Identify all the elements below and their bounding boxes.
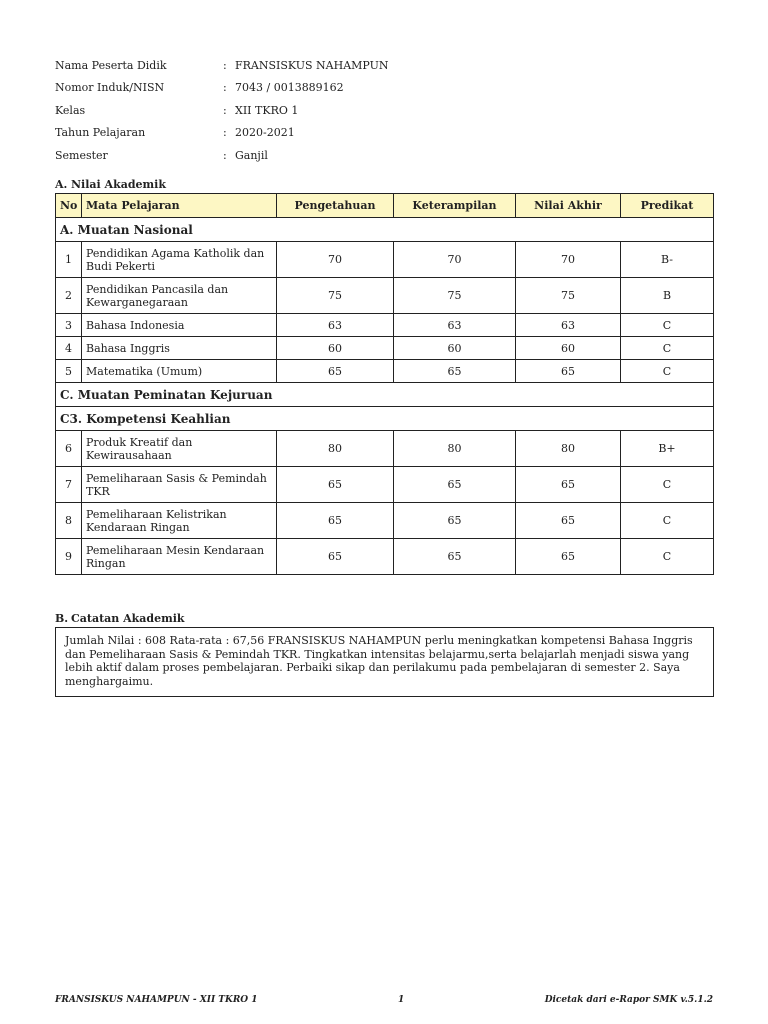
section-b-title — [55, 612, 185, 625]
table-header-row — [56, 194, 714, 218]
info-colon: : — [223, 148, 227, 162]
cell-grade: B- — [621, 242, 714, 278]
table-row — [56, 278, 714, 314]
header-no: No — [56, 194, 82, 218]
section-title-text: Catatan Akademik — [71, 612, 185, 625]
cell-no: 1 — [56, 242, 82, 278]
header-knowledge: Pengetahuan — [277, 194, 394, 218]
page-footer — [55, 995, 713, 1005]
cell-skill: 75 — [394, 278, 516, 314]
info-row-year — [55, 122, 715, 145]
cell-no: 8 — [56, 503, 82, 539]
cell-skill: 65 — [394, 360, 516, 383]
info-label: Tahun Pelajaran — [55, 126, 146, 140]
cell-subject: Pendidikan Agama Katholik dan Budi Pekerti — [82, 242, 277, 278]
cell-final: 63 — [516, 314, 621, 337]
cell-subject: Produk Kreatif dan Kewirausahaan — [82, 431, 277, 467]
header-skill: Keterampilan — [394, 194, 516, 218]
cell-skill: 70 — [394, 242, 516, 278]
cell-final: 65 — [516, 503, 621, 539]
academic-notes: Jumlah Nilai : 608 Rata-rata : 67,56 FRANSISKUS NAHAMPUN perlu meningkatkan kompetensi Bahasa Inggris dan Pemeliharaan Sasis & Pemindah TKR. Tingkatkan intensitas belajarmu,serta belajarlah menjadi siswa yang lebih aktif dalam proses pembelajaran. Perbaiki sikap dan perilakumu pada pembelajaran di semester 2. Saya menghargaimu. — [55, 627, 714, 697]
cell-skill: 65 — [394, 467, 516, 503]
header-grade: Predikat — [621, 194, 714, 218]
cell-final: 65 — [516, 360, 621, 383]
cell-grade: B+ — [621, 431, 714, 467]
cell-skill: 63 — [394, 314, 516, 337]
table-row — [56, 539, 714, 575]
cell-subject: Pemeliharaan Kelistrikan Kendaraan Ringan — [82, 503, 277, 539]
cell-final: 65 — [516, 539, 621, 575]
cell-final: 60 — [516, 337, 621, 360]
group-vocational: C. Muatan Peminatan Kejuruan — [56, 383, 714, 407]
table-row — [56, 360, 714, 383]
cell-no: 9 — [56, 539, 82, 575]
cell-grade: C — [621, 314, 714, 337]
group-row — [56, 218, 714, 242]
info-label: Kelas — [55, 103, 86, 117]
cell-subject: Pendidikan Pancasila dan Kewarganegaraan — [82, 278, 277, 314]
cell-knowledge: 65 — [277, 539, 394, 575]
info-row-semester — [55, 144, 715, 167]
cell-skill: 65 — [394, 503, 516, 539]
info-row-name — [55, 54, 715, 77]
table-row — [56, 467, 714, 503]
table-row — [56, 337, 714, 360]
footer-student: FRANSISKUS NAHAMPUN - XII TKRO 1 — [55, 995, 258, 1005]
cell-knowledge: 70 — [277, 242, 394, 278]
cell-subject: Pemeliharaan Mesin Kendaraan Ringan — [82, 539, 277, 575]
section-title-text: Nilai Akademik — [71, 178, 166, 191]
info-value: 7043 / 0013889162 — [235, 81, 344, 95]
cell-subject: Bahasa Indonesia — [82, 314, 277, 337]
group-row — [56, 383, 714, 407]
info-value: XII TKRO 1 — [235, 103, 299, 117]
section-letter: B. — [55, 612, 69, 625]
cell-no: 5 — [56, 360, 82, 383]
footer-page-number: 1 — [397, 995, 405, 1005]
cell-final: 70 — [516, 242, 621, 278]
cell-knowledge: 65 — [277, 360, 394, 383]
cell-subject: Bahasa Inggris — [82, 337, 277, 360]
cell-grade: B — [621, 278, 714, 314]
group-national: A. Muatan Nasional — [56, 218, 714, 242]
cell-no: 2 — [56, 278, 82, 314]
cell-knowledge: 63 — [277, 314, 394, 337]
cell-knowledge: 75 — [277, 278, 394, 314]
footer-printed-by: Dicetak dari e-Rapor SMK v.5.1.2 — [544, 995, 713, 1005]
group-c3: C3. Kompetensi Keahlian — [56, 407, 714, 431]
cell-knowledge: 65 — [277, 503, 394, 539]
cell-subject: Matematika (Umum) — [82, 360, 277, 383]
group-row — [56, 407, 714, 431]
header-subject: Mata Pelajaran — [82, 194, 277, 218]
cell-knowledge: 80 — [277, 431, 394, 467]
table-row — [56, 242, 714, 278]
info-colon: : — [223, 126, 227, 140]
info-label: Nomor Induk/NISN — [55, 81, 165, 95]
cell-no: 3 — [56, 314, 82, 337]
info-colon: : — [223, 103, 227, 117]
cell-skill: 65 — [394, 539, 516, 575]
cell-grade: C — [621, 337, 714, 360]
cell-knowledge: 65 — [277, 467, 394, 503]
info-colon: : — [223, 81, 227, 95]
cell-no: 4 — [56, 337, 82, 360]
cell-grade: C — [621, 360, 714, 383]
cell-final: 80 — [516, 431, 621, 467]
table-row — [56, 503, 714, 539]
cell-knowledge: 60 — [277, 337, 394, 360]
table-row — [56, 314, 714, 337]
cell-final: 75 — [516, 278, 621, 314]
cell-no: 6 — [56, 431, 82, 467]
cell-subject: Pemeliharaan Sasis & Pemindah TKR — [82, 467, 277, 503]
info-label: Semester — [55, 148, 108, 162]
info-value: Ganjil — [235, 148, 268, 162]
info-label: Nama Peserta Didik — [55, 58, 167, 72]
header-final: Nilai Akhir — [516, 194, 621, 218]
info-value: 2020-2021 — [235, 126, 295, 140]
cell-grade: C — [621, 539, 714, 575]
section-a-title — [55, 178, 166, 191]
info-row-nisn — [55, 77, 715, 100]
info-value: FRANSISKUS NAHAMPUN — [235, 58, 389, 72]
student-info — [55, 54, 715, 167]
cell-skill: 80 — [394, 431, 516, 467]
cell-final: 65 — [516, 467, 621, 503]
info-colon: : — [223, 58, 227, 72]
grades-table — [55, 193, 714, 575]
cell-grade: C — [621, 503, 714, 539]
table-row — [56, 431, 714, 467]
cell-no: 7 — [56, 467, 82, 503]
cell-grade: C — [621, 467, 714, 503]
info-row-class — [55, 99, 715, 122]
section-letter: A. — [55, 178, 68, 191]
cell-skill: 60 — [394, 337, 516, 360]
